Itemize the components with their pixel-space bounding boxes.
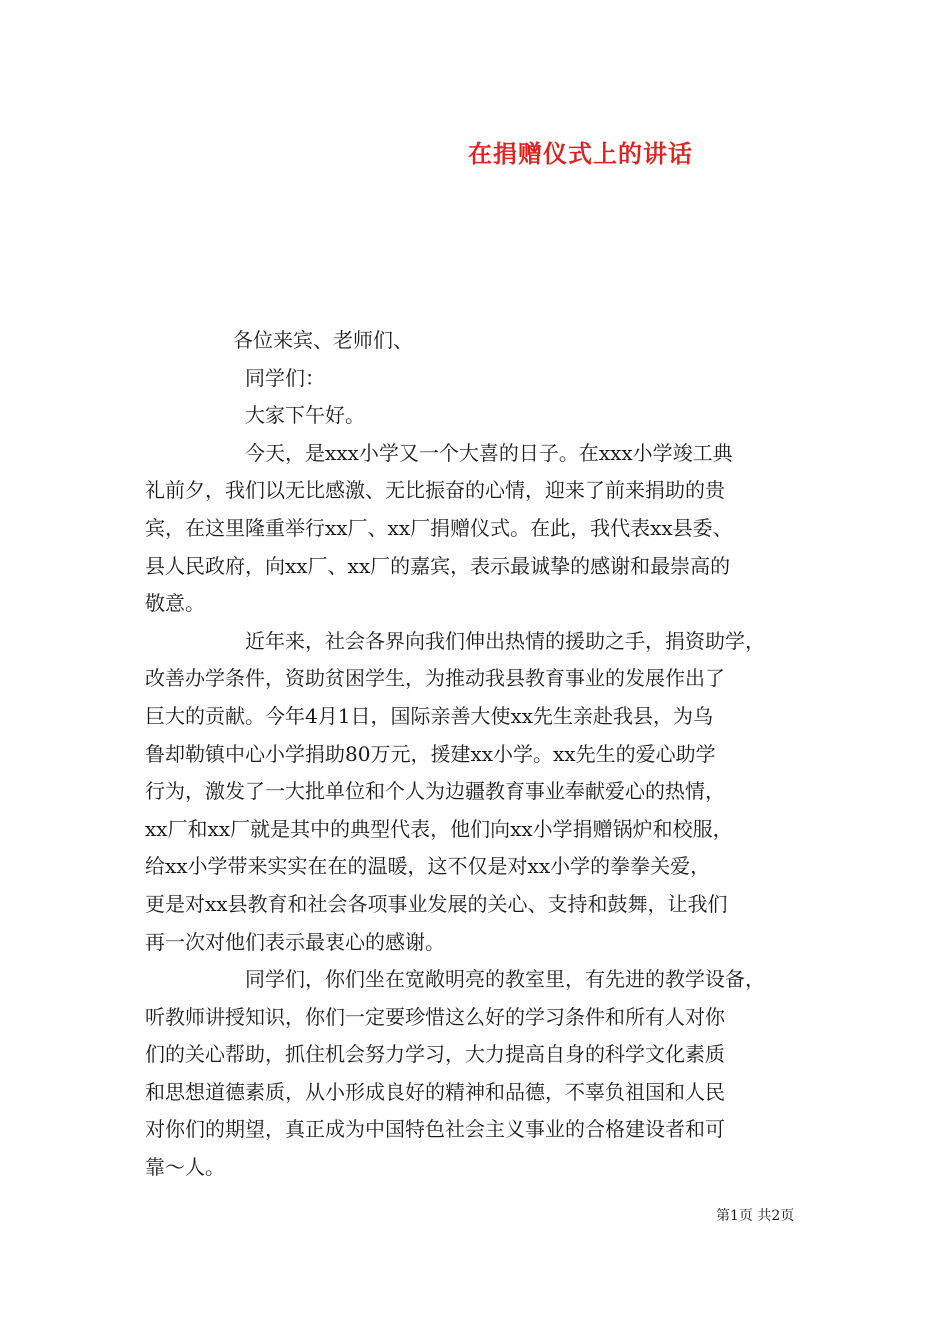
paragraph-line: 近年来，社会各界向我们伸出热情的援助之手，捐资助学， [245, 628, 765, 653]
document-title: 在捐赠仪式上的讲话 [468, 139, 693, 168]
paragraph-line: 今天，是xxx小学又一个大喜的日子。在xxx小学竣工典 [245, 440, 733, 465]
page-footer: 第1页 共2页 [716, 1208, 795, 1224]
document-body [145, 322, 810, 1187]
paragraph-line: 再一次对他们表示最衷心的感谢。 [145, 929, 445, 954]
paragraph-line: 礼前夕，我们以无比感激、无比振奋的心情，迎来了前来捐助的贵 [145, 478, 725, 503]
paragraph-line: 行为，激发了一大批单位和个人为边疆教育事业奉献爱心的热情， [145, 779, 725, 804]
paragraph-line: 对你们的期望，真正成为中国特色社会主义事业的合格建设者和可 [145, 1117, 725, 1142]
paragraph-line: 改善办学条件，资助贫困学生，为推动我县教育事业的发展作出了 [145, 666, 725, 691]
salutation-line: 各位来宾、老师们、 [233, 328, 413, 352]
paragraph-line: 听教师讲授知识，你们一定要珍惜这么好的学习条件和所有人对你 [145, 1004, 725, 1029]
paragraph-line: 宾，在这里隆重举行xx厂、xx厂捐赠仪式。在此，我代表xx县委、 [145, 515, 733, 540]
paragraph-line: 和思想道德素质，从小形成良好的精神和品德，不辜负祖国和人民 [145, 1079, 725, 1104]
salutation-line: 同学们： [245, 365, 325, 390]
paragraph-line: 鲁却勒镇中心小学捐助80万元，援建xx小学。xx先生的爱心助学 [145, 741, 716, 766]
paragraph-line: 给xx小学带来实实在在的温暖，这不仅是对xx小学的拳拳关爱， [145, 854, 711, 879]
paragraph-line: 县人民政府，向xx厂、xx厂的嘉宾，表示最诚挚的感谢和最崇高的 [145, 553, 731, 578]
paragraph-line: 们的关心帮助，抓住机会努力学习，大力提高自身的科学文化素质 [145, 1042, 725, 1067]
paragraph-line: 巨大的贡献。今年4月1日，国际亲善大使xx先生亲赴我县，为乌 [145, 703, 714, 728]
paragraph-line: 敬意。 [145, 591, 205, 616]
paragraph-line: xx厂和xx厂就是其中的典型代表，他们向xx小学捐赠锅炉和校服， [145, 816, 733, 841]
paragraph-line: 靠～人。 [145, 1155, 225, 1180]
paragraph-line: 同学们，你们坐在宽敞明亮的教室里，有先进的教学设备， [245, 967, 765, 992]
greeting-line: 大家下午好。 [245, 403, 365, 428]
paragraph-line: 更是对xx县教育和社会各项事业发展的关心、支持和鼓舞，让我们 [145, 891, 728, 916]
